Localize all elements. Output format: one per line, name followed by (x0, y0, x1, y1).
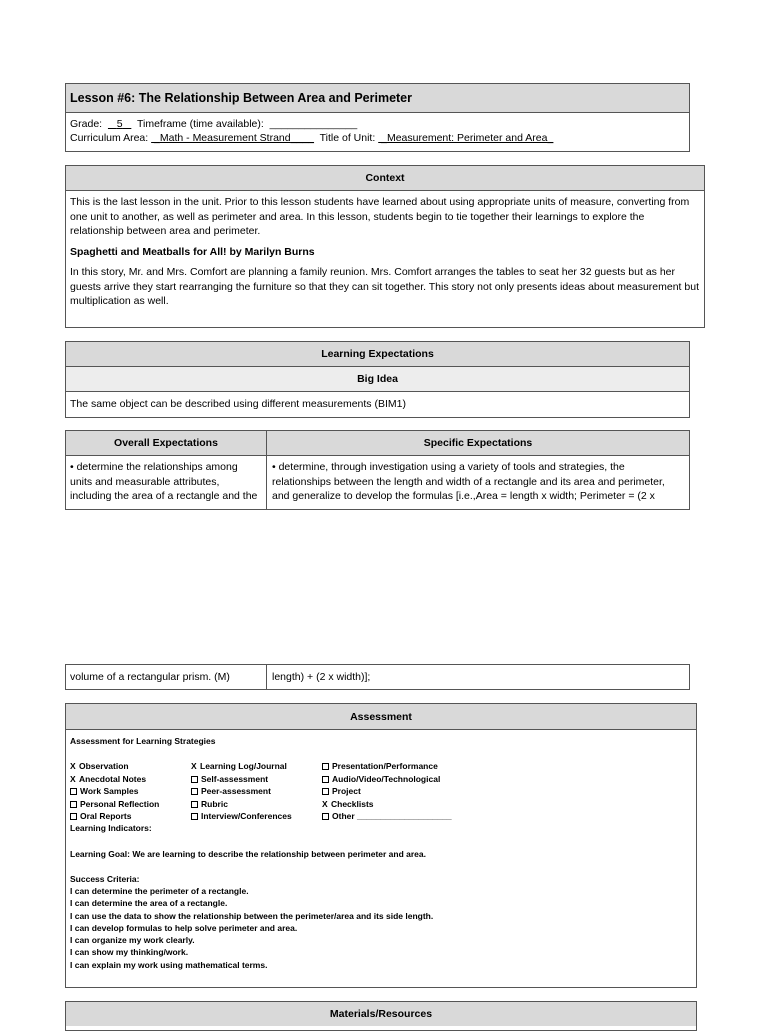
learning-expectations-box (65, 341, 690, 418)
overall-expectations-cell (66, 456, 267, 509)
overall-line: including the area of a rectangle and the (70, 490, 258, 502)
expectations-continuation-row (65, 664, 690, 690)
grade-label: Grade: (70, 118, 103, 130)
criteria-item: I can develop formulas to help solve perimeter and area. (70, 922, 298, 933)
timeframe-label: Timeframe (time available): (136, 118, 264, 130)
strategies-column-2 (191, 760, 292, 823)
grade-row (70, 117, 685, 131)
strategy-label: Project (332, 786, 361, 796)
expectations-header-row (66, 431, 689, 456)
strategy-option[interactable] (191, 760, 292, 773)
learning-goal: Learning Goal: We are learning to describe the relationship between perimeter and area. (70, 849, 426, 859)
checkbox-icon[interactable] (70, 788, 77, 795)
x-mark-icon[interactable]: X (191, 761, 197, 771)
strategy-label: Audio/Video/Technological (332, 773, 441, 784)
x-mark-icon[interactable]: X (322, 798, 328, 809)
expectations-body-row (66, 456, 689, 509)
curriculum-value: _Math - Measurement Strand____ (151, 132, 314, 144)
strategy-option[interactable] (191, 810, 292, 823)
strategy-label: Rubric (201, 798, 228, 809)
strategy-option[interactable] (322, 773, 452, 786)
big-idea-header: Big Idea (66, 367, 689, 392)
materials-header: Materials/Resources (66, 1002, 696, 1026)
specific-line: and generalize to develop the formulas [i.e.,Area = length x width; Perimeter = (2 x (272, 490, 655, 502)
strategy-option[interactable] (322, 760, 452, 773)
specific-line: • determine, through investigation using a variety of tools and strategies, the (272, 461, 625, 473)
lesson-header-box (65, 83, 690, 152)
unit-value: _Measurement: Perimeter and Area_ (378, 132, 554, 144)
criteria-item: I can determine the perimeter of a rectangle. (70, 886, 249, 896)
strategy-label: Interview/Conferences (201, 811, 292, 821)
grade-value: 5 (116, 118, 123, 130)
checkbox-icon[interactable] (322, 776, 329, 783)
context-paragraph: In this story, Mr. and Mrs. Comfort are planning a family reunion. Mrs. Comfort arranges the tables to seat her 32 guests but as her guests arrive they start rearranging the furniture so that they can sit together. This story not only presents ideas about measurement but multiplication as well. (70, 266, 699, 307)
overall-line: • determine the relationships among (70, 461, 238, 473)
strategy-label: Work Samples (80, 786, 139, 796)
x-mark-icon[interactable]: X (70, 773, 76, 784)
success-criteria-list (70, 885, 433, 971)
strategy-option[interactable] (191, 798, 292, 811)
learning-expectations-header: Learning Expectations (66, 342, 689, 367)
assessment-header: Assessment (66, 704, 696, 730)
specific-expectations-cell (267, 456, 689, 509)
overall-continuation: volume of a rectangular prism. (M) (66, 665, 267, 689)
specific-expectations-header: Specific Expectations (423, 437, 533, 449)
strategy-option[interactable] (322, 785, 452, 798)
criteria-item: I can explain my work using mathematical terms. (70, 959, 268, 970)
context-header: Context (66, 166, 704, 191)
timeframe-value: _______________ (266, 118, 358, 130)
strategies-title: Assessment for Learning Strategies (70, 736, 216, 746)
overall-expectations-header: Overall Expectations (66, 431, 267, 455)
checkbox-icon[interactable] (322, 813, 329, 820)
assessment-body (66, 730, 696, 987)
strategies-column-1 (70, 760, 159, 823)
strategy-option[interactable] (70, 760, 159, 773)
book-title: Spaghetti and Meatballs for All! by Marilyn Burns (70, 245, 315, 258)
checkbox-icon[interactable] (322, 788, 329, 795)
criteria-item: I can show my thinking/work. (70, 947, 189, 958)
lesson-title: Lesson #6: The Relationship Between Area and Perimeter (66, 84, 689, 113)
unit-label: Title of Unit: (319, 132, 376, 144)
success-criteria-title: Success Criteria: (70, 874, 140, 884)
x-mark-icon[interactable]: X (70, 761, 76, 771)
checkbox-icon[interactable] (191, 776, 198, 783)
strategy-label: Peer-assessment (201, 786, 271, 796)
checkbox-icon[interactable] (70, 801, 77, 808)
specific-line: relationships between the length and width of a rectangle and its area and perimeter, (272, 475, 665, 488)
strategy-label: Other ____________________ (332, 811, 452, 821)
strategy-label: Oral Reports (80, 811, 132, 821)
strategy-option[interactable] (70, 785, 159, 798)
materials-box (65, 1001, 697, 1031)
curriculum-label: Curriculum Area: (70, 132, 149, 144)
strategy-label: Personal Reflection (80, 798, 160, 809)
strategy-option[interactable] (70, 798, 159, 811)
strategy-option[interactable] (322, 798, 452, 811)
context-paragraph: This is the last lesson in the unit. Prior to this lesson students have learned about using appropriate units of measure, converting from one unit to another, as well as perimeter and area. In this lesson, students begin to tie together their learnings to explore the relationship between area and perimeter. (70, 196, 690, 237)
big-idea-text: The same object can be described using different measurements (BIM1) (70, 398, 406, 410)
criteria-item: I can use the data to show the relationship between the perimeter/area and its side length. (70, 910, 434, 921)
strategy-option[interactable] (191, 773, 292, 786)
strategy-option[interactable] (70, 810, 159, 823)
overall-line: units and measurable attributes, (70, 475, 220, 488)
expectations-table (65, 430, 690, 510)
checkbox-icon[interactable] (70, 813, 77, 820)
strategy-label: Self-assessment (201, 773, 269, 784)
criteria-item: I can organize my work clearly. (70, 935, 195, 946)
strategy-label: Learning Log/Journal (200, 761, 287, 771)
strategy-option[interactable] (70, 773, 159, 786)
learning-indicators-label: Learning Indicators: (70, 823, 152, 833)
strategy-label: Presentation/Performance (332, 761, 438, 771)
strategies-column-3 (322, 760, 452, 823)
curriculum-row (70, 131, 685, 145)
checkbox-icon[interactable] (191, 813, 198, 820)
criteria-item: I can determine the area of a rectangle. (70, 898, 228, 909)
checkbox-icon[interactable] (322, 763, 329, 770)
strategy-option[interactable] (191, 785, 292, 798)
context-body (66, 191, 704, 309)
strategy-option[interactable] (322, 810, 452, 823)
lesson-meta (66, 113, 689, 145)
context-box (65, 165, 705, 328)
checkbox-icon[interactable] (191, 801, 198, 808)
strategy-label: Checklists (331, 798, 374, 809)
assessment-box (65, 703, 697, 988)
strategy-label: Observation (79, 761, 129, 771)
checkbox-icon[interactable] (191, 788, 198, 795)
strategy-label: Anecdotal Notes (79, 773, 147, 784)
specific-continuation: length) + (2 x width)]; (272, 671, 371, 683)
